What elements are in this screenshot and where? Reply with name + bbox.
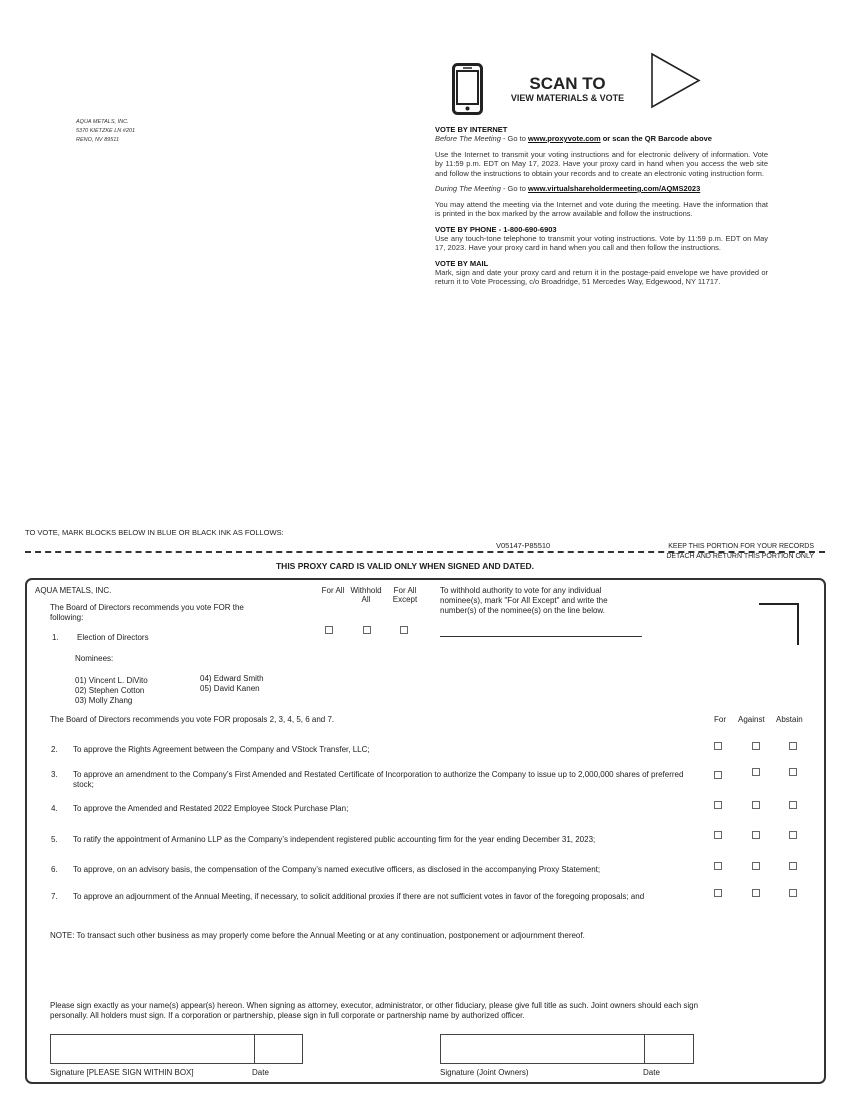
board-recommendation-2: The Board of Directors recommends you vote FOR proposals 2, 3, 4, 5, 6 and 7. [50,715,335,724]
during-meeting-label: During The Meeting [435,184,501,193]
proposal-7-for-checkbox[interactable] [714,889,722,897]
return-address-street: 5370 KIETZKE LN #201 [76,128,136,134]
signature-label-2: Signature (Joint Owners) [440,1068,529,1077]
proposal-4-for-checkbox[interactable] [714,801,722,809]
control-code: V05147-P85510 [496,541,551,550]
proposal-2-against-checkbox[interactable] [752,742,760,750]
proposal-number: 3. [51,770,58,779]
return-address [76,118,135,145]
col-for: For [714,715,726,724]
vote-internet-body: Use the Internet to transmit your voting instructions and for electronic delivery of information. Vote by 11:59 p.m. EDT on May 17, 2023. Have your proxy card in hand when you access the web site and follow the instructions to obtain your records and to create an electronic voting instruction form. [435,149,768,178]
proposal-5-against-checkbox[interactable] [752,831,760,839]
scan-title: SCAN TO [529,74,606,93]
before-meeting-line [435,134,768,144]
nominee-01: 01) Vincent L. DiVito [75,676,148,685]
return-address-city: RENO, NV 89511 [76,137,120,143]
nominee-04: 04) Edward Smith [200,674,264,683]
mark-instructions: TO VOTE, MARK BLOCKS BELOW IN BLUE OR BLACK INK AS FOLLOWS: [25,528,284,537]
valid-notice: THIS PROXY CARD IS VALID ONLY WHEN SIGNED AND DATED. [275,561,535,571]
virtual-meeting-link[interactable]: www.virtualshareholdermeeting.com/AQMS2023 [527,184,701,193]
proposal-3-for-checkbox[interactable] [714,771,722,779]
proposal-number: 7. [51,892,58,901]
proposal-7-against-checkbox[interactable] [752,889,760,897]
signature-date-divider [644,1035,645,1063]
card-company: AQUA METALS, INC. [35,586,112,595]
col-for-all: For All [321,586,345,595]
return-address-company: AQUA METALS, INC. [76,119,129,125]
nominees-label: Nominees: [75,654,114,663]
date-label-2: Date [643,1068,660,1077]
proposal-6-against-checkbox[interactable] [752,862,760,870]
proposal-7-abstain-checkbox[interactable] [789,889,797,897]
proposal-number: 2. [51,745,58,754]
proposal-4-against-checkbox[interactable] [752,801,760,809]
proposal-3-against-checkbox[interactable] [752,768,760,776]
col-abstain: Abstain [776,715,803,724]
note-text: NOTE: To transact such other business as may properly come before the Annual Meeting or at any continuation, postponement or adjournment thereof. [50,931,585,940]
proxyvote-link[interactable]: www.proxyvote.com [527,134,601,143]
signature-box-2[interactable] [440,1034,694,1064]
board-recommendation-1: The Board of Directors recommends you vote FOR the following: [50,603,244,622]
keep-text: KEEP THIS PORTION FOR YOUR RECORDS [668,543,814,550]
election-number: 1. [52,633,59,642]
before-meeting-text: - Go to [500,134,528,143]
nominee-02: 02) Stephen Cotton [75,686,145,695]
col-against: Against [738,715,765,724]
proposal-number: 6. [51,865,58,874]
proposal-text: To ratify the appointment of Armanino LLP as the Company’s independent registered public accounting firm for the year ending December 31, 2023; [73,835,596,844]
proposal-text: To approve an amendment to the Company’s First Amended and Restated Certificate of Incorporation to authorize the Company to issue up to 2,000,000 shares of preferred stock; [73,770,684,789]
proposal-6-abstain-checkbox[interactable] [789,862,797,870]
nominees-column-2 [200,674,264,694]
col-withhold-all: Withhold All [350,586,382,604]
vote-phone-heading: VOTE BY PHONE - 1-800-690-6903 [435,224,557,234]
vote-mail-heading: VOTE BY MAIL [435,258,489,268]
nominee-exception-line[interactable] [440,636,642,637]
voting-instructions [435,125,768,287]
proposal-2-for-checkbox[interactable] [714,742,722,750]
during-meeting-text: - Go to [500,184,528,193]
proposal-number: 4. [51,804,58,813]
proposal-number: 5. [51,835,58,844]
proposal-text: To approve, on an advisory basis, the compensation of the Company’s named executive officers, as disclosed in the accompanying Proxy Statement; [73,865,601,874]
vote-phone-body: Use any touch-tone telephone to transmit your voting instructions. Vote by 11:59 p.m. EDT on May 17, 2023. Have your proxy card in hand when you call and then follow the instructions. [435,233,768,252]
before-meeting-tail: or scan the QR Barcode above [600,134,712,143]
scan-subtitle: VIEW MATERIALS & VOTE [510,93,625,103]
signature-date-divider [254,1035,255,1063]
keep-detach-text [614,542,814,562]
date-label-1: Date [252,1068,269,1077]
for-all-except-checkbox[interactable] [400,626,408,634]
arrow-icon [650,52,702,114]
before-meeting-label: Before The Meeting [435,134,501,143]
sign-instructions: Please sign exactly as your name(s) appear(s) hereon. When signing as attorney, executor, administrator, or other fiduciary, please give full title as such. Joint owners should each sign personally. All holders must sign. If a corporation or partnership, please sign in full corporate or partnership name by authorized officer. [50,1001,699,1020]
proposal-2-abstain-checkbox[interactable] [789,742,797,750]
smartphone-icon [452,63,483,115]
for-all-checkbox[interactable] [325,626,333,634]
during-meeting-body: You may attend the meeting via the Internet and vote during the meeting. Have the information that is printed in the box marked by the arrow available and follow the instructions. [435,199,768,218]
during-meeting-line [435,184,768,194]
proposal-6-for-checkbox[interactable] [714,862,722,870]
nominees-column-1 [75,676,148,706]
detach-text: DETACH AND RETURN THIS PORTION ONLY [666,553,814,560]
vote-internet-heading: VOTE BY INTERNET [435,125,508,134]
scan-heading [500,74,635,103]
election-label: Election of Directors [77,633,149,642]
signature-label-1: Signature [PLEASE SIGN WITHIN BOX] [50,1068,194,1077]
signature-box-1[interactable] [50,1034,303,1064]
proposal-3-abstain-checkbox[interactable] [789,768,797,776]
nominee-05: 05) David Kanen [200,684,260,693]
vote-mail-body: Mark, sign and date your proxy card and return it in the postage-paid envelope we have provided or return it to Vote Processing, c/o Broadridge, 51 Mercedes Way, Edgewood, NY 11717. [435,267,768,286]
withhold-note: To withhold authority to vote for any individual nominee(s), mark "For All Except" and write the number(s) of the nominee(s) on the line below. [440,586,608,615]
nominee-03: 03) Molly Zhang [75,696,133,705]
proposal-4-abstain-checkbox[interactable] [789,801,797,809]
proposal-text: To approve an adjournment of the Annual Meeting, if necessary, to solicit additional proxies if there are not sufficient votes in favor of the foregoing proposals; and [73,892,645,901]
corner-marker [759,603,799,645]
withhold-all-checkbox[interactable] [363,626,371,634]
col-for-all-except: For All Except [392,586,418,604]
proposal-text: To approve the Amended and Restated 2022 Employee Stock Purchase Plan; [73,804,349,813]
proposal-5-for-checkbox[interactable] [714,831,722,839]
proposal-text: To approve the Rights Agreement between the Company and VStock Transfer, LLC; [73,745,370,754]
proposal-5-abstain-checkbox[interactable] [789,831,797,839]
